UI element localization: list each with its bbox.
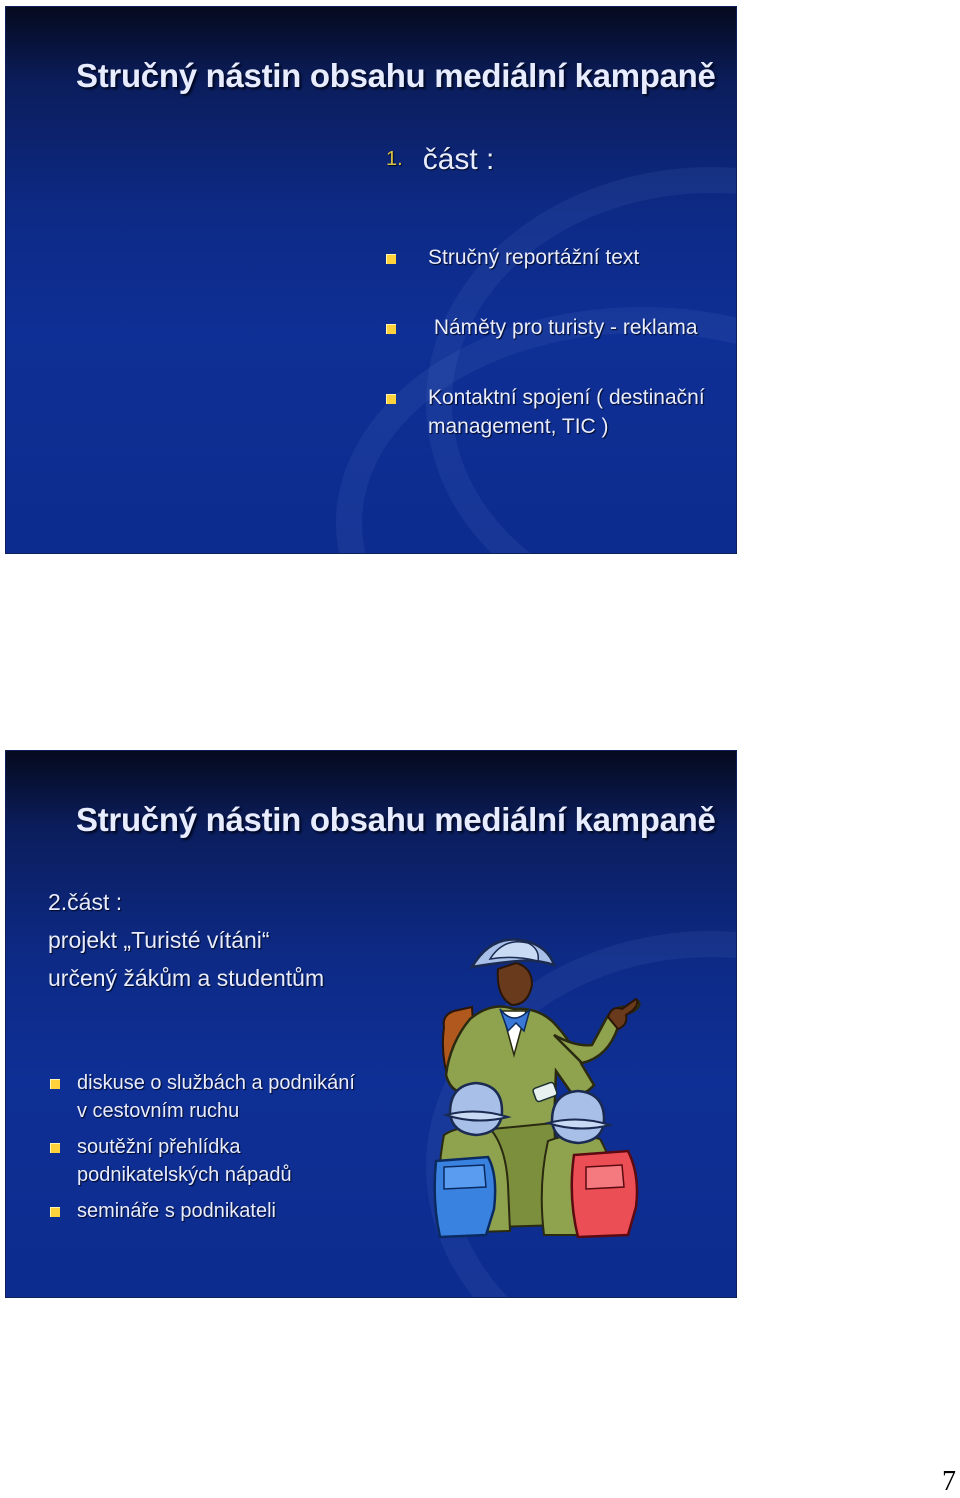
list-item-text: Náměty pro turisty - reklama: [428, 316, 698, 339]
intro-line: určený žákům a studentům: [48, 965, 325, 991]
list-item: [386, 243, 705, 272]
bullet-list: [386, 243, 705, 482]
list-item-text: diskuse o službách a podnikání v cestovním ruchu: [77, 1072, 355, 1122]
tour-guide-with-children-icon: [432, 935, 648, 1241]
square-bullet-icon: [50, 1143, 60, 1153]
list-item: [386, 313, 705, 342]
item-number: 1.: [386, 148, 403, 170]
square-bullet-icon: [386, 254, 396, 264]
square-bullet-icon: [386, 394, 396, 404]
slide-intro: [48, 883, 324, 997]
list-item-text: soutěžní přehlídka podnikatelských nápadů: [77, 1136, 292, 1186]
bullet-list: [50, 1069, 355, 1233]
square-bullet-icon: [50, 1207, 60, 1217]
slide-title: Stručný nástin obsahu mediální kampaně: [76, 801, 716, 838]
square-bullet-icon: [50, 1079, 60, 1089]
list-item: [386, 383, 705, 441]
list-item: [50, 1197, 355, 1225]
slide-title: Stručný nástin obsahu mediální kampaně: [76, 57, 716, 94]
intro-line: projekt „Turisté vítáni“: [48, 927, 270, 953]
list-item: [50, 1133, 355, 1189]
slide-1: [5, 6, 737, 554]
list-item-text: semináře s podnikateli: [77, 1200, 276, 1222]
item-text: část :: [422, 143, 495, 176]
square-bullet-icon: [386, 324, 396, 334]
slide-2: [5, 750, 737, 1298]
page-number: 7: [942, 1466, 956, 1497]
numbered-item: [386, 143, 494, 177]
list-item-text: Kontaktní spojení ( destinační management, TIC ): [428, 386, 705, 438]
intro-line: 2.část :: [48, 889, 123, 915]
list-item-text: Stručný reportážní text: [428, 246, 640, 269]
list-item: [50, 1069, 355, 1125]
